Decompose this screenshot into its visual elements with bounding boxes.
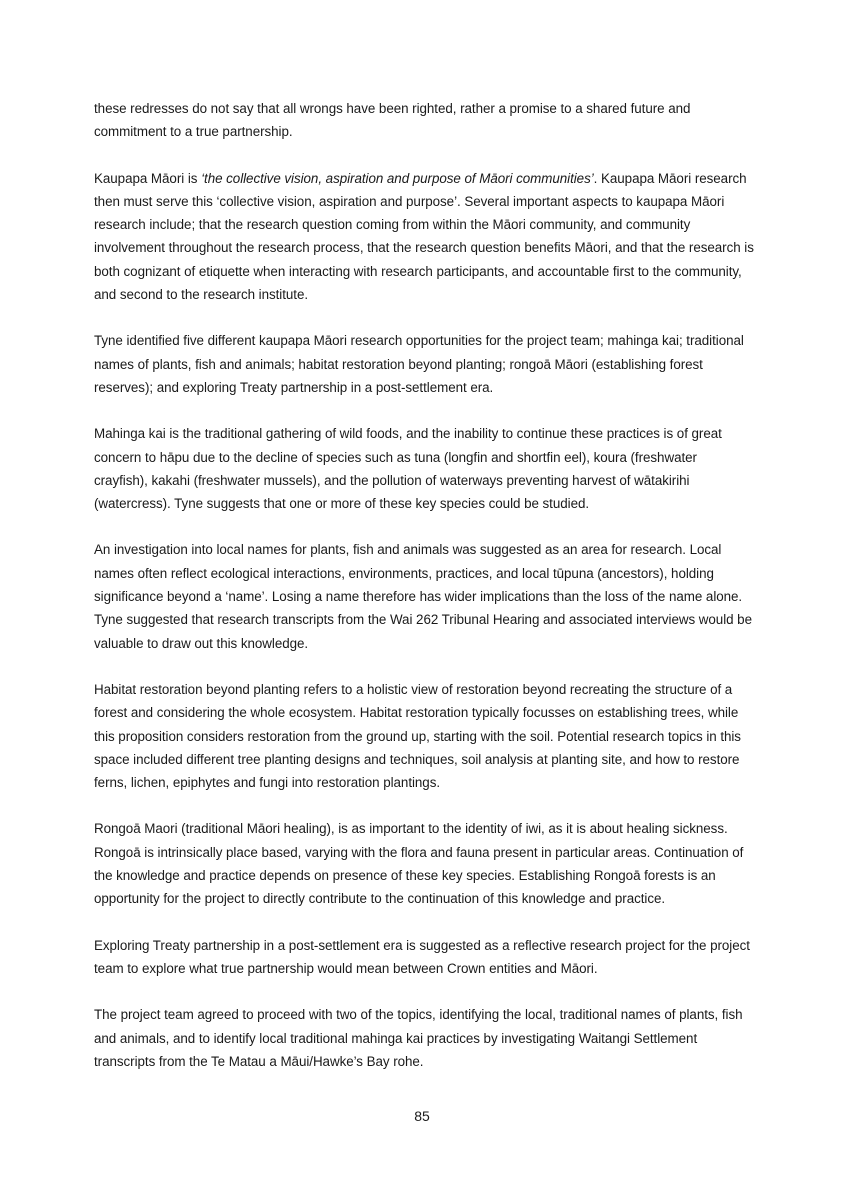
paragraph-treaty-partnership xyxy=(94,934,754,981)
italic-quote: ‘the collective vision, aspiration and purpose of Māori communities’ xyxy=(201,170,594,186)
paragraph-text: Mahinga kai is the traditional gathering of wild foods, and the inability to continue these practices is of great concern to hāpu due to the decline of species such as tuna (longfin and shortfin eel), koura (freshwater crayfish), kakahi (freshwater mussels), and the pollution of waterways preventing harvest of wātakirihi (watercress). Tyne suggests that one or more of these key species could be studied. xyxy=(94,426,722,512)
paragraph-text: Habitat restoration beyond planting refers to a holistic view of restoration beyond recreating the structure of a forest and considering the whole ecosystem. Habitat restoration typically focusses on establishing trees, while this proposition considers restoration from the ground up, starting with the soil. Potential research topics in this space included different tree planting designs and techniques, soil analysis at planting site, and how to restore ferns, lichen, epiphytes and fungi into restoration plantings. xyxy=(94,681,741,791)
paragraph-text: An investigation into local names for plants, fish and animals was suggested as an area for research. Local names often reflect ecological interactions, environments, practices, and local tūpuna (ancestors), holding significance beyond a ‘name’. Losing a name therefore has wider implications than the loss of the name alone. Tyne suggested that research transcripts from the Wai 262 Tribunal Hearing and associated interviews would be valuable to draw out this knowledge. xyxy=(94,542,752,651)
paragraph-mahinga-kai xyxy=(94,422,754,515)
paragraph-project-team-decision xyxy=(94,1003,754,1073)
paragraph-kaupapa-maori xyxy=(94,167,754,307)
page-number: 85 xyxy=(414,1108,430,1124)
paragraph-research-opportunities xyxy=(94,329,754,399)
paragraph-text: The project team agreed to proceed with two of the topics, identifying the local, traditional names of plants, fish and animals, and to identify local traditional mahinga kai practices by investigating Waitangi Settlement transcripts from the Te Matau a Māui/Hawke’s Bay rohe. xyxy=(94,1007,743,1069)
paragraph-habitat-restoration xyxy=(94,678,754,794)
paragraph-text: Rongoā Maori (traditional Māori healing), is as important to the identity of iwi, as it is about healing sickness. Rongoā is intrinsically place based, varying with the flora and fauna present in particular areas. Continuation of the knowledge and practice depends on presence of these key species. Establishing Rongoā forests is an opportunity for the project to directly contribute to the continuation of this knowledge and practice. xyxy=(94,821,744,907)
paragraph-text: Kaupapa Māori is xyxy=(94,170,202,186)
paragraph-text: these redresses do not say that all wrongs have been righted, rather a promise to a shared future and commitment to a true partnership. xyxy=(94,101,691,140)
page-body xyxy=(94,97,754,1096)
paragraph-local-names xyxy=(94,538,754,654)
paragraph-rongoa-maori xyxy=(94,817,754,910)
paragraph-text: . Kaupapa Māori research then must serve this ‘collective vision, aspiration and purpose’. Several important aspects to kaupapa Māori research include; that the research question coming from within the Māori community, and community involvement throughout the research process, that the research question benefits Māori, and that the research is both cognizant of etiquette when interacting with research participants, and accountable first to the community, and second to the research institute. xyxy=(94,170,754,303)
paragraph-text: Exploring Treaty partnership in a post-settlement era is suggested as a reflective research project for the project team to explore what true partnership would mean between Crown entities and Māori. xyxy=(94,937,750,976)
paragraph-redresses xyxy=(94,97,754,144)
paragraph-text: Tyne identified five different kaupapa Māori research opportunities for the project team; mahinga kai; traditional names of plants, fish and animals; habitat restoration beyond planting; rongoā Māori (establishing forest reserves); and exploring Treaty partnership in a post-settlement era. xyxy=(94,333,744,395)
